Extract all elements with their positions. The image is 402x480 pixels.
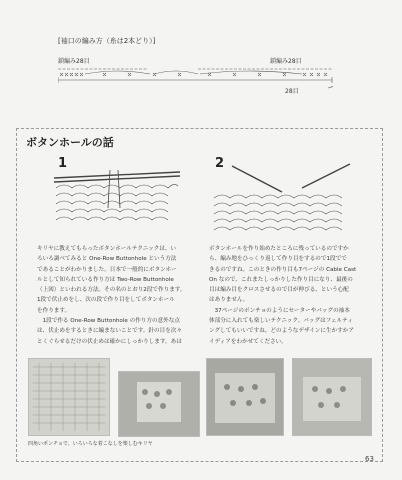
body-text-right bbox=[209, 244, 369, 347]
photo-poncho-model-1 bbox=[118, 371, 200, 437]
text-line: とくぐらせるだけの伏止めは確かにしっかりします。あは bbox=[37, 338, 182, 345]
text-line: 体部分に入れても楽しいテクニック。バッグはフェルティ bbox=[209, 318, 353, 325]
chart-label-bottom: 28目 bbox=[285, 88, 299, 95]
text-line: 目は編み目をクロスさせるので目が伸びる、という心配 bbox=[209, 287, 349, 294]
text-line: On なので、これまたしっかりした作り目になり、最後の bbox=[209, 276, 353, 283]
figure-1-number: 1 bbox=[58, 156, 68, 171]
text-line: キリヤに教えてもらったボタンホールテクニックは、い bbox=[37, 246, 177, 252]
text-line: ろいろ調べてみると One-Row Buttonhole という方法 bbox=[37, 256, 177, 263]
figure-2-number: 2 bbox=[215, 156, 225, 171]
text-line: イディアをわかせてください。 bbox=[209, 338, 287, 345]
chart-label-left: 鎖編み28目 bbox=[58, 58, 90, 65]
page-number: 63 bbox=[365, 455, 374, 463]
buttonhole-illustration-1 bbox=[52, 168, 182, 230]
section-heading: ボタンホールの話 bbox=[26, 136, 114, 149]
text-line: ングしてもいいですね。どのようなデザインに生かすかア bbox=[209, 328, 354, 335]
text-line: ルとして知られている作り方は Two-Row Buttonhole bbox=[37, 276, 174, 283]
chart-title: [袖口の編み方（糸は2本どり）] bbox=[58, 37, 156, 45]
text-line: きるのですね。このときの作り目も7ページの Cable Cast bbox=[209, 266, 357, 273]
text-line: であることがわかりました。日本で一般的にボタンホー bbox=[37, 266, 177, 273]
photo-caption: 四角いポンチョで、いろいろな着こなしを楽しむキリヤ bbox=[28, 441, 153, 447]
photo-knit-swatch bbox=[28, 358, 110, 436]
photo-poncho-model-3 bbox=[292, 358, 372, 436]
text-line: はありません。 bbox=[209, 297, 249, 304]
text-line: ら、編み地をひっくり返して作り目をするので1段でで bbox=[209, 256, 347, 263]
buttonhole-illustration-2 bbox=[212, 160, 352, 236]
text-line: 37ページのポンチョのようにセーターやバッグの袖本 bbox=[209, 307, 350, 314]
body-text-left bbox=[37, 244, 197, 347]
photo-poncho-model-2 bbox=[206, 358, 284, 436]
text-line: ボタンホールを作り始めたところに残っているのですか bbox=[209, 246, 349, 252]
text-line: 1段で作る One-Row Buttonhole の作り方の意外な点 bbox=[37, 318, 180, 325]
text-line: を作ります。 bbox=[37, 307, 71, 314]
chart-label-right: 鎖編み28目 bbox=[270, 58, 302, 65]
text-line: は、伏止めをするときに編まないことです。針の目を次々 bbox=[37, 328, 182, 335]
text-line: （上図）といわれる方法。その名のとおり2段で作ります。 bbox=[37, 287, 186, 294]
text-line: 1段で伏止めをし、次の段で作り目をしてボタンホール bbox=[37, 297, 175, 304]
